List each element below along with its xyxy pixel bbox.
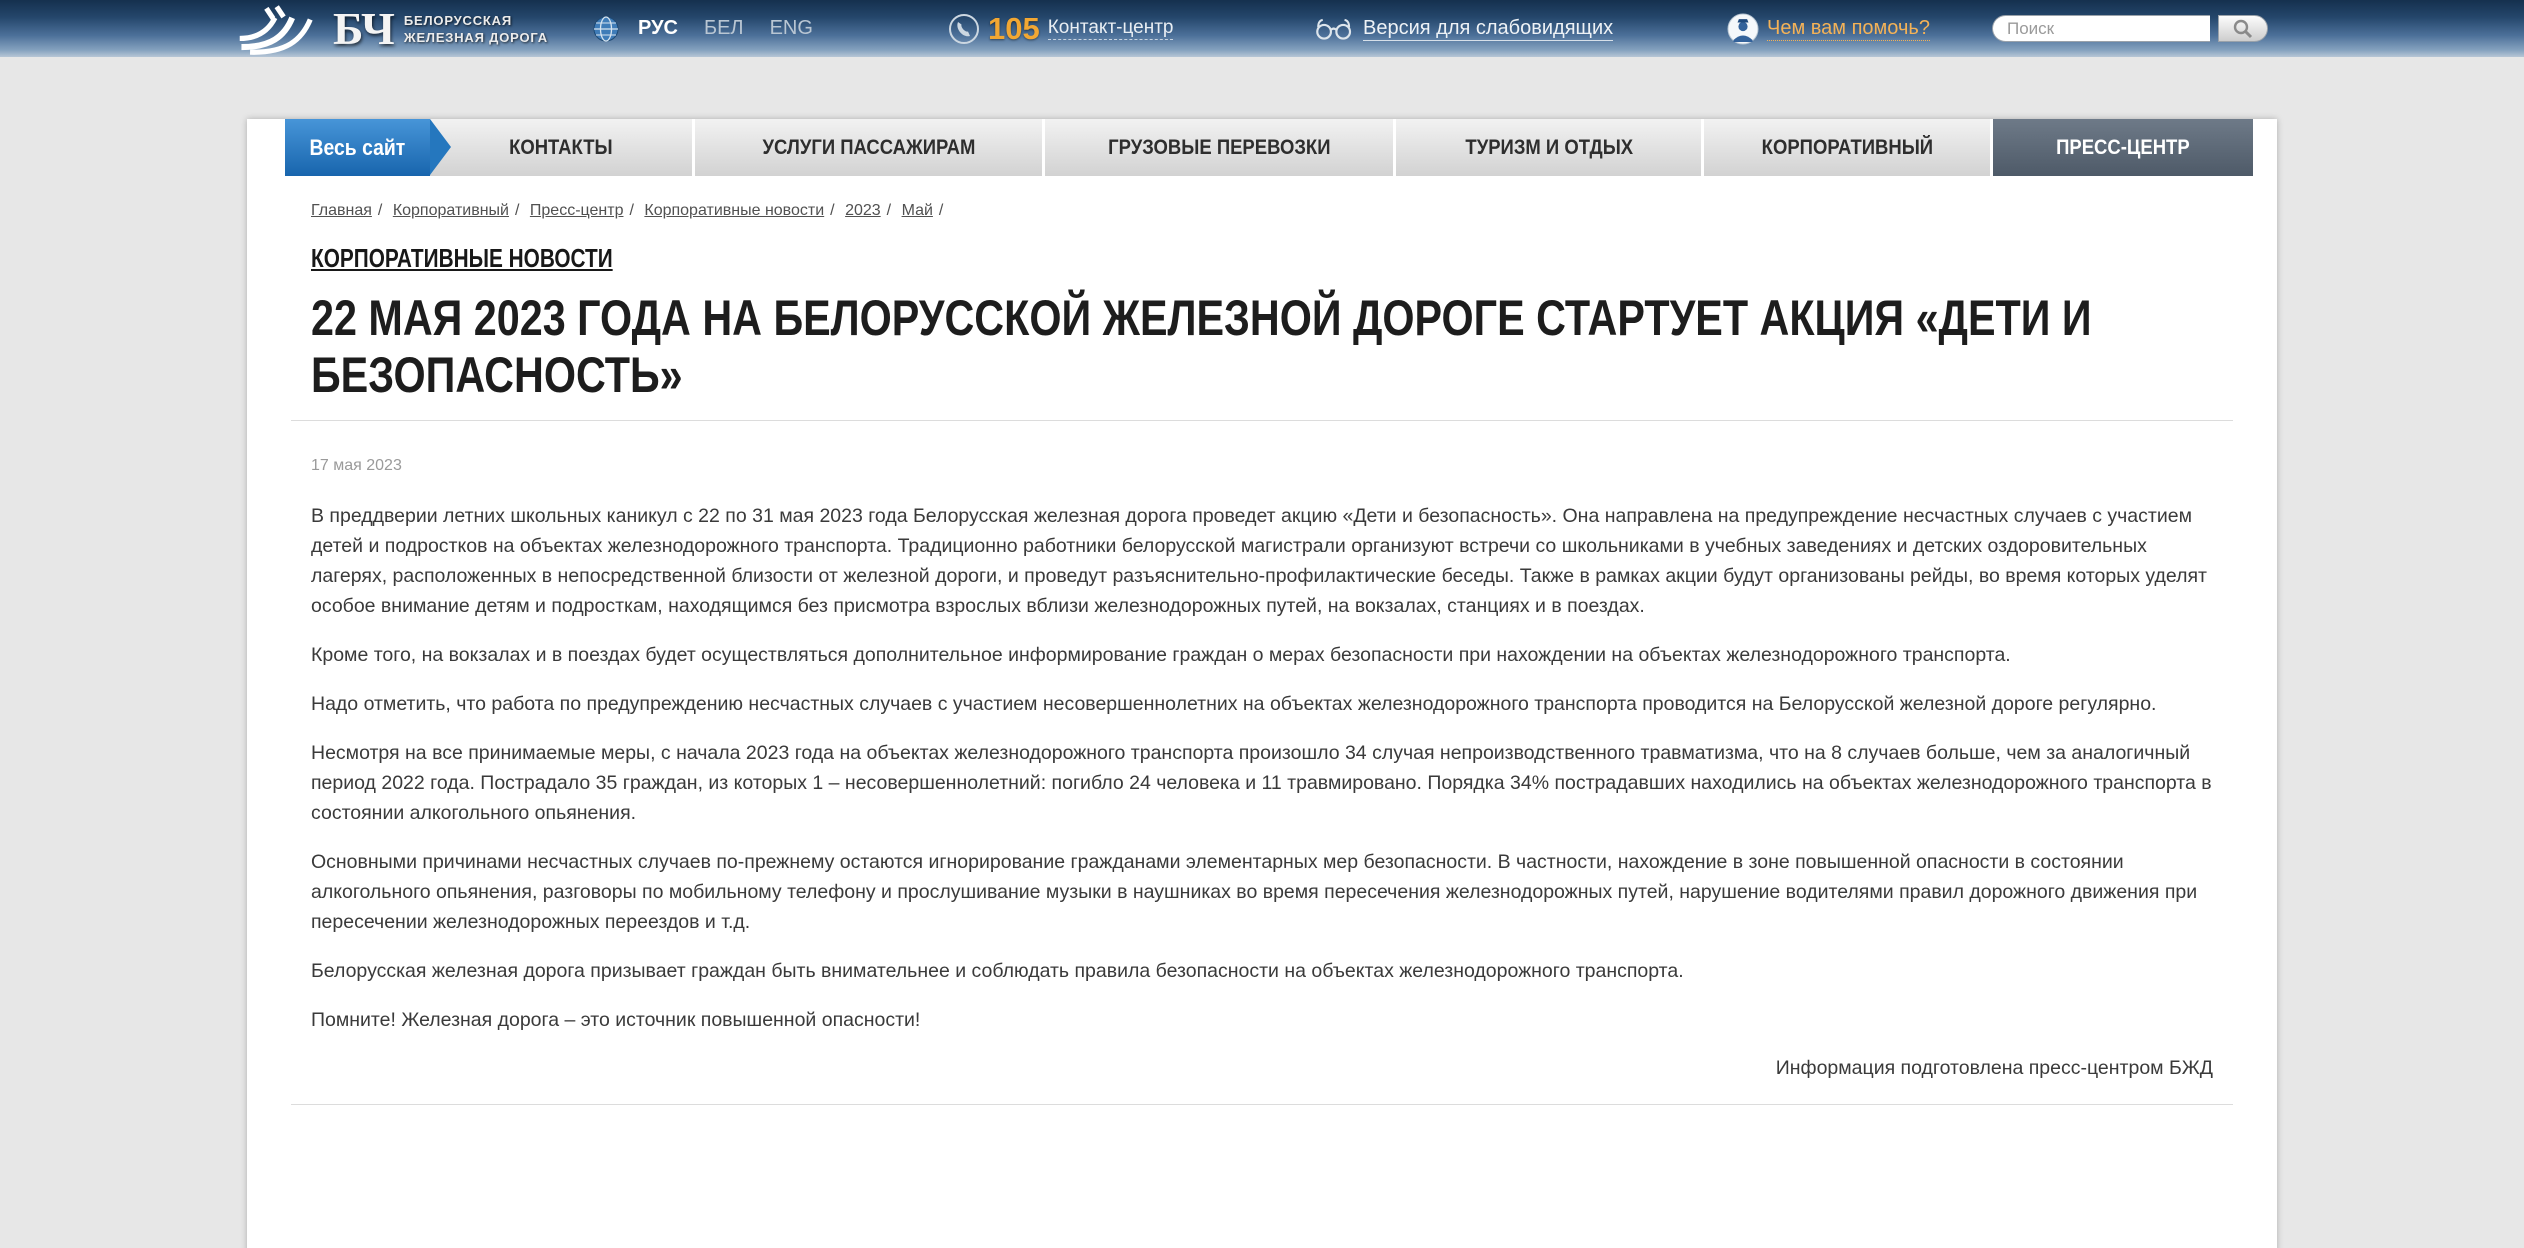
article-paragraph: Несмотря на все принимаемые меры, с начала 2023 года на объектах железнодорожного транспорта произошло 34 случая непроизводственного травматизма, что на 8 случаев больше, чем за аналогичный период 2022 года. Пострадало 35 граждан, из которых 1 – несовершеннолетний: погибло 24 человека и 11 травмировано. Порядка 34% пострадавших находились на объектах железнодорожного транспорта в состоянии алкогольного опьянения. [311, 742, 2212, 824]
content-container [247, 119, 2277, 1248]
tab-label: КОНТАКТЫ [509, 135, 613, 159]
article-date: 17 мая 2023 [311, 457, 402, 474]
breadcrumb-corporate[interactable]: Корпоративный [392, 202, 509, 219]
contact-center-link[interactable]: Контакт-центр [1047, 17, 1174, 38]
breadcrumb-press-center[interactable]: Пресс-центр [529, 202, 624, 219]
logo-caption-line1: БЕЛОРУССКАЯ [403, 13, 512, 28]
breadcrumb-corporate-news[interactable]: Корпоративные новости [644, 202, 825, 219]
accessibility-link[interactable]: Версия для слабовидящих [1363, 16, 1614, 39]
tab-label: УСЛУГИ ПАССАЖИРАМ [762, 135, 976, 159]
tab-label: КОРПОРАТИВНЫЙ [1761, 135, 1933, 159]
assistant-avatar-icon [1727, 13, 1759, 45]
logo[interactable] [238, 3, 548, 55]
search [1992, 0, 2268, 57]
breadcrumb-separator: / [514, 202, 520, 219]
tab-press-center[interactable] [1993, 119, 2253, 176]
article-paragraph: Кроме того, на вокзалах и в поездах будет осуществляться дополнительное информирование граждан о мерах безопасности при нахождении на объектах железнодорожного транспорта. [311, 644, 2011, 666]
tab-label: ТУРИЗМ И ОТДЫХ [1465, 135, 1633, 159]
help-link[interactable]: Чем вам помочь? [1767, 16, 1930, 39]
main-nav [285, 119, 2253, 176]
tab-freight[interactable] [1045, 119, 1397, 176]
title-divider [291, 420, 2233, 421]
accessibility-version [1315, 0, 1613, 57]
article-paragraph: Надо отметить, что работа по предупреждению несчастных случаев с участием несовершеннолетних на объектах железнодорожного транспорта проводится на Белорусской железной дороге регулярно. [311, 693, 2157, 715]
site-header [0, 0, 2524, 57]
article-paragraph: Основными причинами несчастных случаев по-прежнему остаются игнорирование гражданами элементарных мер безопасности. В частности, нахождение в зоне повышенной опасности в состоянии алкогольного опьянения, разговоры по мобильному телефону и прослушивание музыки в наушниках во время пересечения железнодорожных путей, нарушение водителями правил дорожного движения при пересечении железнодорожных переездов и т.д. [311, 851, 2198, 933]
bottom-divider [291, 1104, 2233, 1105]
breadcrumb-2023[interactable]: 2023 [845, 202, 881, 219]
tab-passenger-services[interactable] [695, 119, 1045, 176]
breadcrumb-home[interactable]: Главная [311, 202, 372, 219]
tab-contacts[interactable] [430, 119, 695, 176]
tab-label: ГРУЗОВЫЕ ПЕРЕВОЗКИ [1108, 135, 1331, 159]
tab-label: ПРЕСС-ЦЕНТР [2056, 135, 2190, 159]
lang-eng[interactable]: ENG [769, 17, 813, 39]
breadcrumb-separator: / [377, 202, 383, 219]
globe-icon [593, 16, 619, 42]
article-paragraph: Белорусская железная дорога призывает граждан быть внимательнее и соблюдать правила безопасности на объектах железнодорожного транспорта. [311, 960, 1684, 982]
tab-corporate[interactable] [1704, 119, 1992, 176]
breadcrumb-separator: / [886, 202, 892, 219]
language-switcher [593, 0, 826, 57]
contact-center [948, 0, 1173, 57]
breadcrumb-separator: / [830, 202, 835, 219]
breadcrumb-may[interactable]: Май [901, 202, 933, 219]
article-title: 22 МАЯ 2023 ГОДА НА БЕЛОРУССКОЙ ЖЕЛЕЗНОЙ ДОРОГЕ СТАРТУЕТ АКЦИЯ «ДЕТИ И БЕЗОПАСНОСТЬ» [311, 290, 2092, 403]
help-widget [1727, 0, 1930, 57]
breadcrumb [247, 176, 2277, 220]
search-input[interactable] [1992, 15, 2210, 42]
tab-tourism[interactable] [1396, 119, 1704, 176]
article-body [247, 501, 2277, 1035]
contact-number: 105 [988, 11, 1040, 46]
tab-all-site[interactable] [285, 119, 430, 176]
phone-icon [948, 13, 980, 45]
logo-caption [404, 13, 548, 45]
lang-rus[interactable]: РУС [638, 17, 678, 39]
breadcrumb-separator: / [938, 202, 944, 219]
search-button[interactable] [2218, 15, 2268, 42]
article-paragraph: Помните! Железная дорога – это источник повышенной опасности! [311, 1009, 921, 1031]
magnifier-icon [2232, 18, 2254, 40]
railway-logo-icon [238, 3, 324, 55]
article-attribution: Информация подготовлена пресс-центром БЖД [1775, 1057, 2213, 1079]
article-paragraph: В преддверии летних школьных каникул с 22 по 31 мая 2023 года Белорусская железная дорога проведет акцию «Дети и безопасность». Она направлена на предупреждение несчастных случаев с участием детей и подростков на объектах железнодорожного транспорта. Традиционно работники белорусской магистрали организуют встречи со школьниками в учебных заведениях и детских оздоровительных лагерях, расположенных в непосредственной близости от железной дороги, и проведут разъяснительно-профилактические беседы. Также в рамках акции будут организованы рейды, во время которых уделят особое внимание детям и подросткам, находящимся без присмотра взрослых вблизи железнодорожных путей, на вокзалах, станциях и в поездах. [311, 505, 2207, 617]
lang-bel[interactable]: БЕЛ [703, 17, 744, 39]
glasses-icon [1315, 17, 1355, 41]
logo-abbr: БЧ [333, 3, 395, 54]
section-title-link[interactable] [311, 243, 2213, 274]
logo-caption-line2: ЖЕЛЕЗНАЯ ДОРОГА [403, 30, 548, 45]
tab-all-site-label: Весь сайт [309, 134, 406, 160]
section-title-label: КОРПОРАТИВНЫЕ НОВОСТИ [311, 243, 613, 273]
breadcrumb-separator: / [629, 202, 634, 219]
